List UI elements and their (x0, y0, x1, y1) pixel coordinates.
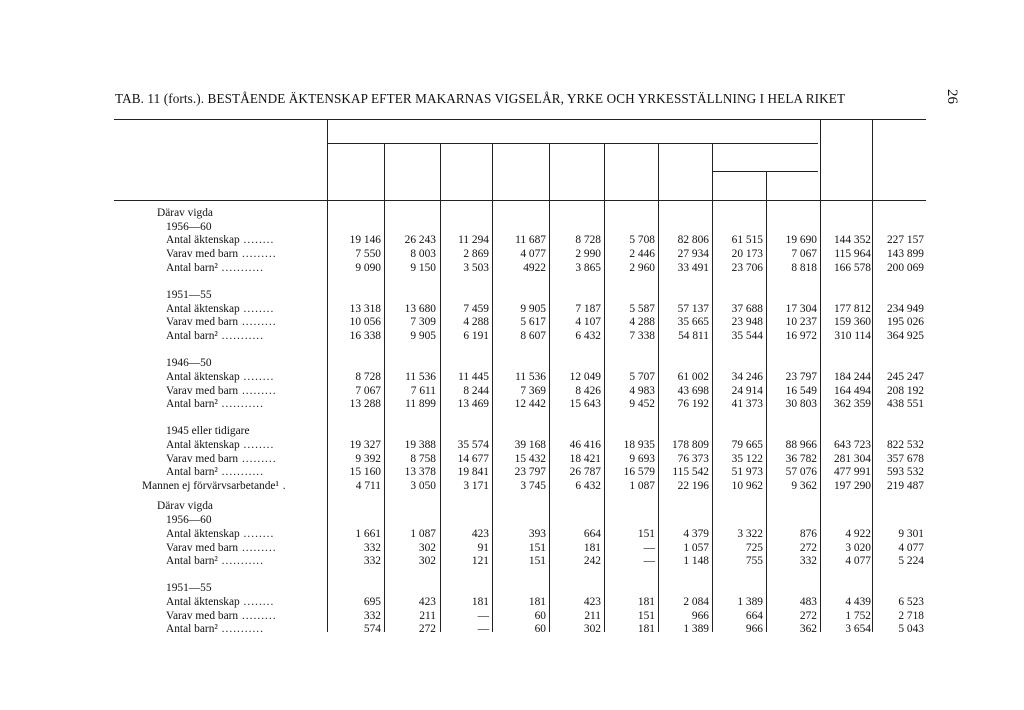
table-cell: 593 532 (886, 466, 924, 478)
row-label (142, 480, 287, 492)
table-cell: 4 077 (520, 248, 546, 260)
table-cell: 76 373 (677, 453, 709, 465)
table-cell: 9 090 (355, 262, 381, 274)
table-cell: 5 587 (629, 303, 655, 315)
table-title: TAB. 11 (forts.). BESTÅENDE ÄKTENSKAP EFTER MAKARNAS VIGSELÅR, YRKE OCH YRKESSTÄLLNING I HELA RIKET (115, 91, 846, 106)
table-cell: 16 338 (349, 330, 381, 342)
row-label (166, 303, 274, 315)
row-label (166, 555, 264, 567)
row-label-text: Varav med barn (166, 453, 239, 465)
table-cell: 11 687 (515, 234, 546, 246)
table-cell: 91 (477, 542, 489, 554)
table-cell: 121 (471, 555, 489, 567)
table-cell: 6 432 (575, 330, 601, 342)
table-cell: 41 373 (731, 398, 763, 410)
table-cell: 8 244 (463, 385, 489, 397)
table-cell: 1 087 (410, 528, 436, 540)
table-cell: 57 076 (785, 466, 817, 478)
row-label (166, 453, 277, 465)
row-label-text: 1945 eller tidigare (166, 425, 250, 437)
row-label (166, 425, 250, 437)
table-cell: 281 304 (833, 453, 871, 465)
table-cell: 1 389 (683, 623, 709, 635)
table-cell: 46 416 (569, 439, 601, 451)
table-cell: 1 389 (737, 596, 763, 608)
table-cell: 18 935 (623, 439, 655, 451)
row-label-text: 1951—55 (166, 289, 212, 301)
table-cell: 16 972 (785, 330, 817, 342)
table-cell: 54 811 (678, 330, 709, 342)
row-label-text: Varav med barn (166, 248, 239, 260)
table-cell: 4 983 (629, 385, 655, 397)
row-label (166, 289, 212, 301)
table-cell: 11 294 (458, 234, 489, 246)
row-label-text: Antal barn² (166, 555, 218, 567)
table-cell: 3 503 (463, 262, 489, 274)
row-label (166, 528, 274, 540)
table-cell: 11 536 (405, 371, 436, 383)
page-number: 26 (944, 89, 960, 104)
table-cell: 966 (691, 610, 709, 622)
table-cell: 51 973 (731, 466, 763, 478)
table-cell: 181 (528, 596, 546, 608)
table-cell: 876 (799, 528, 817, 540)
table-cell: 4 288 (463, 316, 489, 328)
table-cell: 272 (799, 542, 817, 554)
table-cell: 23 797 (514, 466, 546, 478)
table-cell: 19 146 (349, 234, 381, 246)
table-cell: 1 087 (629, 480, 655, 492)
table-cell: 9 362 (791, 480, 817, 492)
table-cell: 3 171 (463, 480, 489, 492)
row-label (166, 330, 264, 342)
table-cell: 10 056 (349, 316, 381, 328)
table-cell: 302 (418, 542, 436, 554)
row-label-text: Antal äktenskap (166, 439, 240, 451)
table-cell: 13 318 (349, 303, 381, 315)
table-cell: 159 360 (833, 316, 871, 328)
row-label (166, 582, 212, 594)
table-cell: 211 (419, 610, 436, 622)
table-cell: 6 191 (463, 330, 489, 342)
table-cell: 242 (583, 555, 601, 567)
table-cell: 245 247 (886, 371, 924, 383)
table-cell: — (643, 542, 655, 554)
table-cell: 8 003 (410, 248, 436, 260)
row-label (166, 610, 277, 622)
table-cell: 184 244 (833, 371, 871, 383)
row-label (166, 357, 212, 369)
table-cell: 822 532 (886, 439, 924, 451)
table-cell: 4 711 (355, 480, 381, 492)
table-cell: 24 914 (731, 385, 763, 397)
table-cell: 8 818 (791, 262, 817, 274)
row-label-text: Därav vigda (157, 500, 213, 512)
table-cell: 393 (528, 528, 546, 540)
table-cell: 43 698 (677, 385, 709, 397)
table-cell: 208 192 (886, 385, 924, 397)
table-cell: 5 043 (898, 623, 924, 635)
row-label (166, 596, 274, 608)
leader-dots: ......... (238, 453, 277, 465)
leader-dots: ........... (217, 330, 264, 342)
rule-under-group (327, 143, 818, 144)
table-cell: 181 (583, 542, 601, 554)
row-label-text: Antal barn² (166, 623, 218, 635)
table-cell: 4 288 (629, 316, 655, 328)
row-label-text: Varav med barn (166, 610, 239, 622)
leader-dots: ........... (217, 466, 264, 478)
table-cell: 9 905 (410, 330, 436, 342)
table-cell: 423 (471, 528, 489, 540)
table-cell: 39 168 (514, 439, 546, 451)
table-cell: 1 057 (683, 542, 709, 554)
table-cell: 357 678 (886, 453, 924, 465)
table-cell: 423 (418, 596, 436, 608)
table-cell: 4 439 (845, 596, 871, 608)
table-cell: 23 948 (731, 316, 763, 328)
table-cell: 7 338 (629, 330, 655, 342)
table-cell: 1 661 (355, 528, 381, 540)
table-cell: 755 (745, 555, 763, 567)
table-cell: 2 718 (898, 610, 924, 622)
table-cell: 115 964 (834, 248, 871, 260)
table-cell: 17 304 (785, 303, 817, 315)
leader-dots: ......... (238, 542, 277, 554)
table-cell: 61 002 (677, 371, 709, 383)
table-cell: 151 (637, 610, 655, 622)
leader-dots: ........ (239, 371, 275, 383)
table-cell: 35 122 (731, 453, 763, 465)
table-cell: 60 (534, 623, 546, 635)
row-label-text: Antal barn² (166, 398, 218, 410)
table-cell: 164 494 (833, 385, 871, 397)
table-cell: — (643, 555, 655, 567)
leader-dots: ......... (238, 385, 277, 397)
table-cell: 423 (583, 596, 601, 608)
table-cell: 8 728 (575, 234, 601, 246)
row-label (166, 262, 264, 274)
table-cell: 18 421 (569, 453, 601, 465)
table-cell: 3 654 (845, 623, 871, 635)
table-cell: 27 934 (677, 248, 709, 260)
table-cell: 2 960 (629, 262, 655, 274)
table-cell: 13 680 (404, 303, 436, 315)
row-label-text: Varav med barn (166, 385, 239, 397)
table-cell: 9 392 (355, 453, 381, 465)
row-label-text: Varav med barn (166, 542, 239, 554)
row-label-text: Antal äktenskap (166, 528, 240, 540)
table-cell: 234 949 (886, 303, 924, 315)
table-cell: 34 246 (731, 371, 763, 383)
table-cell: 725 (745, 542, 763, 554)
table-cell: 664 (583, 528, 601, 540)
row-label (166, 514, 212, 526)
row-label (166, 542, 277, 554)
table-cell: 7 611 (410, 385, 436, 397)
table-cell: 2 869 (463, 248, 489, 260)
table-cell: 2 990 (575, 248, 601, 260)
table-cell: 82 806 (677, 234, 709, 246)
table-cell: 4 107 (575, 316, 601, 328)
table-cell: 9 693 (629, 453, 655, 465)
row-label-text: Antal äktenskap (166, 303, 240, 315)
table-cell: 181 (471, 596, 489, 608)
table-cell: 8 607 (520, 330, 546, 342)
table-cell: 7 459 (463, 303, 489, 315)
table-cell: 3 865 (575, 262, 601, 274)
leader-dots: ......... (238, 610, 277, 622)
leader-dots: ........... (217, 623, 264, 635)
table-cell: 272 (799, 610, 817, 622)
table-cell: 664 (745, 610, 763, 622)
table-cell: 9 452 (629, 398, 655, 410)
row-label-text: Antal barn² (166, 466, 218, 478)
table-cell: 4 077 (898, 542, 924, 554)
row-label (166, 385, 277, 397)
table-cell: 181 (637, 596, 655, 608)
table-cell: 332 (799, 555, 817, 567)
table-cell: 6 523 (898, 596, 924, 608)
table-cell: 11 445 (458, 371, 489, 383)
table-cell: 3 745 (520, 480, 546, 492)
table-cell: 302 (418, 555, 436, 567)
table-cell: 19 690 (785, 234, 817, 246)
table-cell: 13 288 (349, 398, 381, 410)
table-cell: 35 574 (457, 439, 489, 451)
row-label-text: Antal äktenskap (166, 371, 240, 383)
row-label (166, 316, 277, 328)
table-cell: 23 797 (785, 371, 817, 383)
table-cell: 151 (528, 542, 546, 554)
table-cell: 177 812 (833, 303, 871, 315)
table-cell: — (477, 610, 489, 622)
row-label (166, 466, 264, 478)
row-label (157, 207, 213, 219)
table-cell: 695 (363, 596, 381, 608)
table-cell: 76 192 (677, 398, 709, 410)
table-cell: 60 (534, 610, 546, 622)
row-label-text: Mannen ej förvärvsarbetande¹ (142, 480, 279, 492)
table-cell: 364 925 (886, 330, 924, 342)
table-cell: 11 899 (405, 398, 436, 410)
row-label (157, 500, 213, 512)
leader-dots: ........ (239, 528, 275, 540)
row-label (166, 248, 277, 260)
table-cell: 1 148 (683, 555, 709, 567)
table-cell: 10 237 (785, 316, 817, 328)
table-cell: 332 (363, 555, 381, 567)
rule-top (114, 119, 926, 120)
row-label-text: Antal äktenskap (166, 234, 240, 246)
table-cell: 23 706 (731, 262, 763, 274)
table-cell: 310 114 (834, 330, 871, 342)
row-label (166, 221, 212, 233)
table-cell: 7 369 (520, 385, 546, 397)
table-cell: 79 665 (731, 439, 763, 451)
row-label-text: 1951—55 (166, 582, 212, 594)
row-label (166, 234, 274, 246)
table-cell: 3 020 (845, 542, 871, 554)
table-cell: 26 243 (404, 234, 436, 246)
table-cell: 19 841 (457, 466, 489, 478)
table-cell: 211 (584, 610, 601, 622)
table-cell: 5 707 (629, 371, 655, 383)
table-cell: 33 491 (677, 262, 709, 274)
table-cell: 438 551 (886, 398, 924, 410)
table-cell: 332 (363, 610, 381, 622)
row-label (166, 398, 264, 410)
table-cell: 115 542 (672, 466, 709, 478)
table-cell: 7 187 (575, 303, 601, 315)
table-cell: 5 708 (629, 234, 655, 246)
table-cell: — (477, 623, 489, 635)
table-cell: 20 173 (731, 248, 763, 260)
leader-dots: ........ (239, 303, 275, 315)
rule-header-bottom (114, 200, 926, 201)
table-cell: 181 (637, 623, 655, 635)
table-cell: 178 809 (671, 439, 709, 451)
table-cell: 16 579 (623, 466, 655, 478)
table-cell: 4 379 (683, 528, 709, 540)
table-cell: 15 643 (569, 398, 601, 410)
leader-dots: ........... (217, 555, 264, 567)
table-cell: 13 469 (457, 398, 489, 410)
row-label-text: 1956—60 (166, 221, 212, 233)
table-cell: 197 290 (833, 480, 871, 492)
table-cell: 1 752 (845, 610, 871, 622)
row-label-text: Antal barn² (166, 330, 218, 342)
table-cell: 7 067 (791, 248, 817, 260)
table-cell: 151 (637, 528, 655, 540)
table-cell: 19 327 (349, 439, 381, 451)
leader-dots: ........ (239, 439, 275, 451)
leader-dots: ........... (217, 398, 264, 410)
table-cell: 7 550 (355, 248, 381, 260)
table-cell: 7 067 (355, 385, 381, 397)
row-label-text: Antal äktenskap (166, 596, 240, 608)
table-cell: 9 905 (520, 303, 546, 315)
table-cell: 3 050 (410, 480, 436, 492)
row-label-text: Varav med barn (166, 316, 239, 328)
table-cell: 61 515 (731, 234, 763, 246)
table-cell: 2 084 (683, 596, 709, 608)
leader-dots: . (278, 480, 287, 492)
table-cell: 14 677 (457, 453, 489, 465)
table-cell: 5 224 (898, 555, 924, 567)
table-cell: 2 446 (629, 248, 655, 260)
table-cell: 12 442 (514, 398, 546, 410)
table-cell: 5 617 (520, 316, 546, 328)
row-label (166, 623, 264, 635)
table-cell: 57 137 (677, 303, 709, 315)
table-cell: 200 069 (886, 262, 924, 274)
row-label (166, 371, 274, 383)
table-cell: 4 077 (845, 555, 871, 567)
table-cell: 11 536 (515, 371, 546, 383)
table-cell: 227 157 (886, 234, 924, 246)
table-cell: 483 (799, 596, 817, 608)
table-cell: 37 688 (731, 303, 763, 315)
table-cell: 36 782 (785, 453, 817, 465)
table-cell: 22 196 (677, 480, 709, 492)
table-cell: 332 (363, 542, 381, 554)
table-cell: 16 549 (785, 385, 817, 397)
table-cell: 15 432 (514, 453, 546, 465)
table-cell: 9 150 (410, 262, 436, 274)
row-label-text: 1956—60 (166, 514, 212, 526)
table-cell: 144 352 (833, 234, 871, 246)
leader-dots: ......... (238, 248, 277, 260)
table-cell: 362 359 (833, 398, 871, 410)
table-cell: 35 544 (731, 330, 763, 342)
table-cell: 30 803 (785, 398, 817, 410)
table-cell: 643 723 (833, 439, 871, 451)
table-cell: 362 (799, 623, 817, 635)
table-cell: 15 160 (349, 466, 381, 478)
table-cell: 12 049 (569, 371, 601, 383)
table-cell: 219 487 (886, 480, 924, 492)
table-cell: 151 (528, 555, 546, 567)
row-label (166, 439, 274, 451)
rule-under-subgroup (712, 171, 818, 172)
table-cell: 966 (745, 623, 763, 635)
table-cell: 143 899 (886, 248, 924, 260)
leader-dots: ......... (238, 316, 277, 328)
table-cell: 26 787 (569, 466, 601, 478)
table-cell: 3 322 (737, 528, 763, 540)
table-cell: 8 728 (355, 371, 381, 383)
table-cell: 477 991 (833, 466, 871, 478)
table-cell: 35 665 (677, 316, 709, 328)
leader-dots: ........... (217, 262, 264, 274)
row-label-text: Därav vigda (157, 207, 213, 219)
table-cell: 4922 (523, 262, 546, 274)
table-cell: 13 378 (404, 466, 436, 478)
table-cell: 88 966 (785, 439, 817, 451)
table-cell: 302 (583, 623, 601, 635)
table-cell: 19 388 (404, 439, 436, 451)
table-cell: 8 426 (575, 385, 601, 397)
row-label-text: 1946—50 (166, 357, 212, 369)
leader-dots: ........ (239, 596, 275, 608)
leader-dots: ........ (239, 234, 275, 246)
table-cell: 6 432 (575, 480, 601, 492)
table-cell: 272 (418, 623, 436, 635)
table-cell: 9 301 (898, 528, 924, 540)
table-cell: 7 309 (410, 316, 436, 328)
table-cell: 10 962 (731, 480, 763, 492)
table-cell: 195 026 (886, 316, 924, 328)
table-cell: 166 578 (833, 262, 871, 274)
table-cell: 4 922 (845, 528, 871, 540)
table-cell: 574 (363, 623, 381, 635)
table-cell: 8 758 (410, 453, 436, 465)
row-label-text: Antal barn² (166, 262, 218, 274)
